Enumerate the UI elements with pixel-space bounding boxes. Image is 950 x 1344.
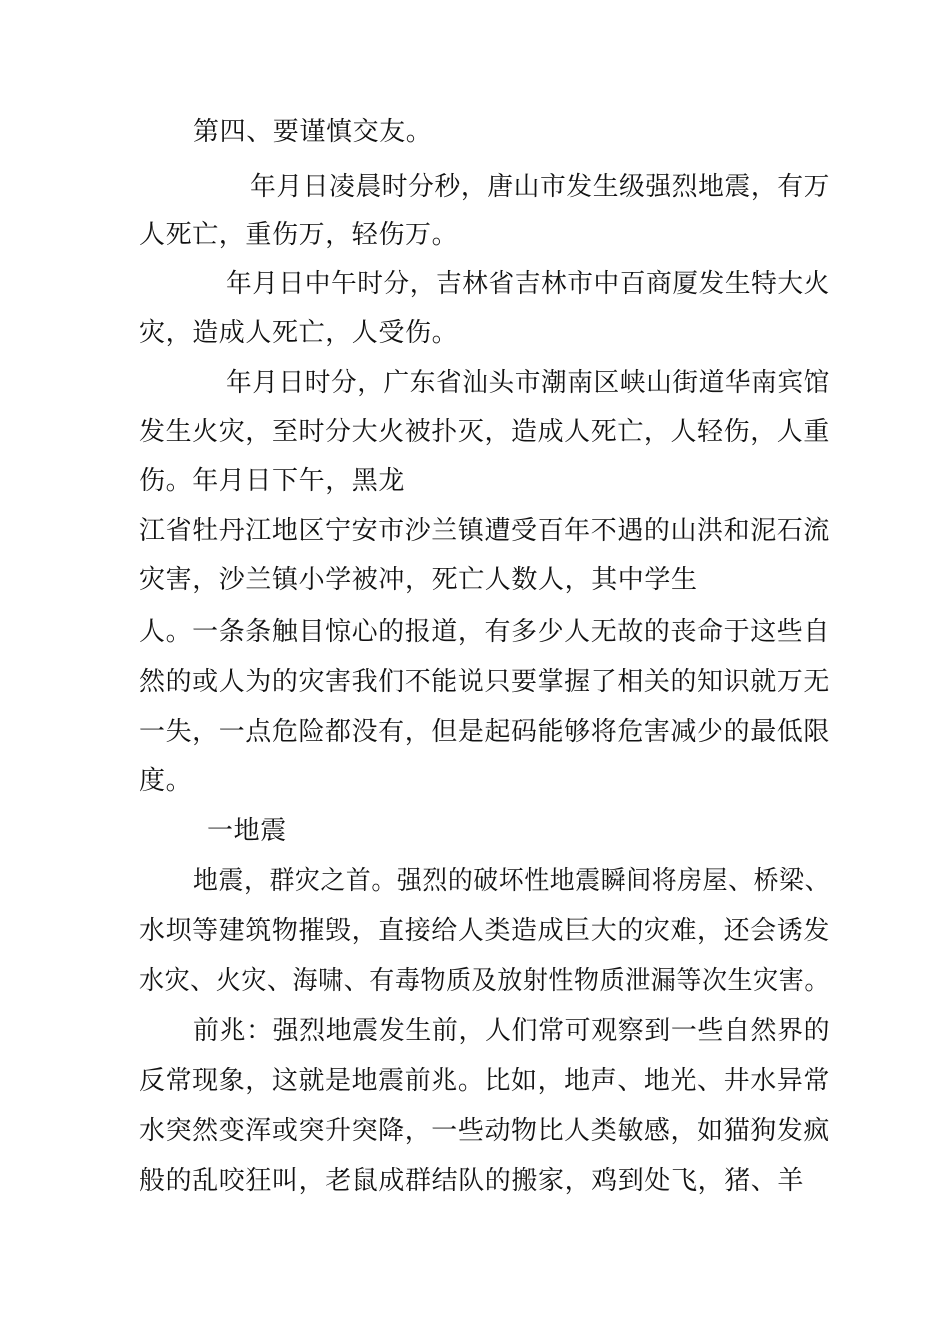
text-line: 江省牡丹江地区宁安市沙兰镇遭受百年不遇的山洪和泥石流: [139, 516, 830, 546]
section-heading: 一地震: [207, 816, 287, 846]
text-line: 般的乱咬狂叫，老鼠成群结队的搬家，鸡到处飞，猪、羊: [139, 1166, 805, 1196]
text-line: 年月日时分，广东省汕头市潮南区峡山街道华南宾馆: [226, 368, 830, 398]
text-line: 灾，造成人死亡，人受伤。: [139, 318, 459, 348]
text-line: 第四、要谨慎交友。: [193, 117, 433, 147]
text-line: 反常现象，这就是地震前兆。比如，地声、地光、井水异常: [139, 1066, 830, 1096]
text-line: 灾害，沙兰镇小学被冲，死亡人数人，其中学生: [139, 565, 698, 595]
text-line: 度。: [139, 766, 193, 796]
text-line: 水灾、火灾、海啸、有毒物质及放射性物质泄漏等次生灾害。: [139, 966, 830, 996]
text-line: 水突然变浑或突升突降，一些动物比人类敏感，如猫狗发疯: [139, 1116, 830, 1146]
text-line: 前兆：强烈地震发生前，人们常可观察到一些自然界的: [193, 1016, 831, 1046]
text-line: 发生火灾，至时分大火被扑灭，造成人死亡，人轻伤，人重: [139, 417, 830, 447]
text-line: 地震，群灾之首。强烈的破坏性地震瞬间将房屋、桥梁、: [193, 866, 831, 896]
text-line: 年月日凌晨时分秒，唐山市发生级强烈地震，有万: [250, 172, 830, 202]
text-line: 人。一条条触目惊心的报道，有多少人无故的丧命于这些自: [139, 617, 830, 647]
text-line: 人死亡，重伤万，轻伤万。: [139, 220, 459, 250]
text-line: 一失，一点危险都没有，但是起码能够将危害减少的最低限: [139, 717, 830, 747]
text-line: 年月日中午时分，吉林省吉林市中百商厦发生特大火: [226, 269, 830, 299]
text-line: 然的或人为的灾害我们不能说只要掌握了相关的知识就万无: [139, 667, 830, 697]
text-line: 伤。年月日下午，黑龙: [139, 466, 406, 496]
text-line: 水坝等建筑物摧毁，直接给人类造成巨大的灾难，还会诱发: [139, 916, 830, 946]
